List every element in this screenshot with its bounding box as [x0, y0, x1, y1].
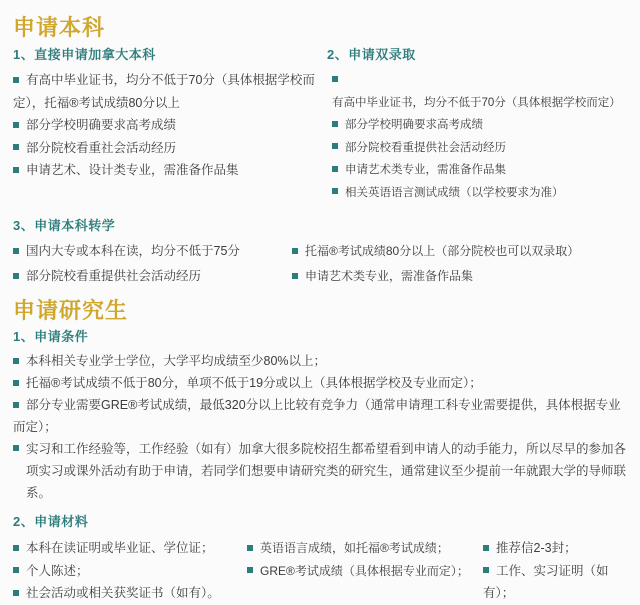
bullet-text: 部分院校看重提供社会活动经历 [345, 141, 506, 154]
bullet-square-icon [13, 590, 19, 596]
bullet-square-icon [13, 77, 19, 83]
article-page [0, 15, 640, 600]
bullet-square-icon [247, 545, 253, 551]
bullet-square-icon [332, 188, 338, 194]
bullet-text: 本科相关专业学士学位，大学平均成绩至少80%以上； [26, 354, 327, 368]
list-item [13, 264, 292, 289]
list-item [332, 114, 632, 137]
list-item [13, 537, 247, 560]
list-item [332, 159, 632, 182]
bullet-text: 个人陈述； [26, 563, 89, 578]
bullet-text: 申请艺术类专业，需准备作品集 [305, 269, 474, 283]
grad-conditions-heading: 1、申请条件 [13, 329, 89, 344]
bullet-square-icon [292, 248, 298, 254]
bullet-text: 部分专业需要GRE®考试成绩，最低320分以上比较有竞争力（通常申请理工科专业需要提供，具体根据专业而定）； [13, 398, 621, 434]
materials-column-3 [483, 537, 632, 605]
dual-admission-list [332, 69, 632, 204]
bullet-text: 工作、实习证明（如有）； [483, 563, 609, 600]
grad-conditions-section [13, 327, 632, 504]
list-item [13, 137, 321, 160]
bullet-square-icon [332, 76, 338, 82]
bullet-square-icon [13, 122, 19, 128]
bullet-square-icon [13, 358, 19, 364]
list-item [13, 372, 632, 394]
bullet-square-icon [332, 143, 338, 149]
grad-conditions-list [13, 350, 632, 504]
bullet-square-icon [332, 166, 338, 172]
list-item [13, 69, 321, 114]
list-item [13, 438, 632, 504]
list-item [332, 137, 632, 160]
grad-materials-heading: 2、申请材料 [13, 514, 89, 529]
bullet-square-icon [13, 545, 19, 551]
list-item [13, 114, 321, 137]
list-item [13, 394, 632, 438]
bullet-text: 本科在读证明或毕业证、学位证； [26, 541, 214, 555]
list-item [247, 537, 483, 560]
transfer-left-list [13, 239, 292, 289]
bullet-text: 国内大专或本科在读，均分不低于75分 [26, 244, 240, 258]
materials-column-1 [13, 537, 247, 605]
bullet-square-icon [292, 273, 298, 279]
bullet-text: GRE®考试成绩（具体根据专业而定）； [260, 563, 469, 578]
list-item [483, 537, 632, 560]
transfer-two-column-area [13, 239, 632, 289]
list-item [13, 159, 321, 182]
bullet-text: 部分院校看重社会活动经历 [26, 140, 177, 155]
bullet-square-icon [13, 445, 19, 451]
bullet-square-icon [13, 273, 19, 279]
transfer-heading: 3、申请本科转学 [13, 218, 116, 233]
direct-apply-list [13, 69, 321, 182]
bullet-square-icon [247, 567, 253, 573]
list-item [13, 582, 247, 605]
bullet-text: 部分院校看重提供社会活动经历 [26, 269, 202, 283]
grad-materials-columns [13, 537, 632, 605]
dual-admission-heading: 2、申请双录取 [327, 47, 416, 62]
bullet-text: 相关英语语言测试成绩（以学校要求为准） [345, 186, 564, 199]
grad-title: 申请研究生 [13, 298, 129, 323]
transfer-section [13, 216, 632, 289]
dual-admission-section [321, 45, 632, 204]
bullet-text: 托福®考试成绩不低于80分，单项不低于19分或以上（具体根据学校及专业而定）； [26, 376, 482, 390]
list-item [292, 264, 632, 289]
bullet-square-icon [13, 144, 19, 150]
bullet-text: 有高中毕业证书，均分不低于70分（具体根据学校而定），托福®考试成绩80分以上 [13, 73, 315, 110]
bullet-square-icon [13, 248, 19, 254]
bullet-square-icon [332, 121, 338, 127]
list-item [483, 560, 632, 605]
bullet-square-icon [483, 545, 489, 551]
list-item [13, 350, 632, 372]
bullet-text: 部分学校明确要求高考成绩 [345, 119, 483, 131]
undergrad-two-column-area [13, 45, 632, 204]
transfer-right-list [292, 239, 632, 289]
bullet-text: 实习和工作经验等，工作经验（如有）加拿大很多院校招生都希望看到申请人的动手能力，所以尽早的参加各项实习或课外活动有助于申请，若同学们想要申请研究类的研究生，通常建议至少提前一年就跟大学的导师联系。 [26, 442, 627, 500]
list-item [247, 560, 483, 583]
list-item [13, 560, 247, 583]
bullet-text: 申请艺术类专业，需准备作品集 [345, 164, 506, 176]
list-item [13, 239, 292, 264]
direct-apply-section [13, 45, 321, 204]
undergrad-title: 申请本科 [13, 15, 106, 40]
bullet-square-icon [13, 380, 19, 386]
list-item [332, 182, 632, 205]
bullet-square-icon [13, 567, 19, 573]
bullet-text: 推荐信2-3封； [496, 541, 577, 555]
list-item [292, 239, 632, 264]
materials-column-2 [247, 537, 483, 605]
list-item [332, 69, 632, 114]
bullet-square-icon [13, 167, 19, 173]
bullet-text: 社会活动或相关获奖证书（如有）。 [26, 586, 220, 600]
bullet-text: 申请艺术、设计类专业，需准备作品集 [26, 163, 239, 177]
bullet-square-icon [483, 567, 489, 573]
direct-apply-heading: 1、直接申请加拿大本科 [13, 47, 156, 62]
bullet-text: 有高中毕业证书，均分不低于70分（具体根据学校而定） [332, 96, 621, 109]
bullet-text: 托福®考试成绩80分以上（部分院校也可以双录取） [305, 244, 580, 258]
bullet-text: 英语语言成绩，如托福®考试成绩； [260, 541, 449, 555]
bullet-square-icon [13, 402, 19, 408]
bullet-text: 部分学校明确要求高考成绩 [26, 118, 177, 132]
